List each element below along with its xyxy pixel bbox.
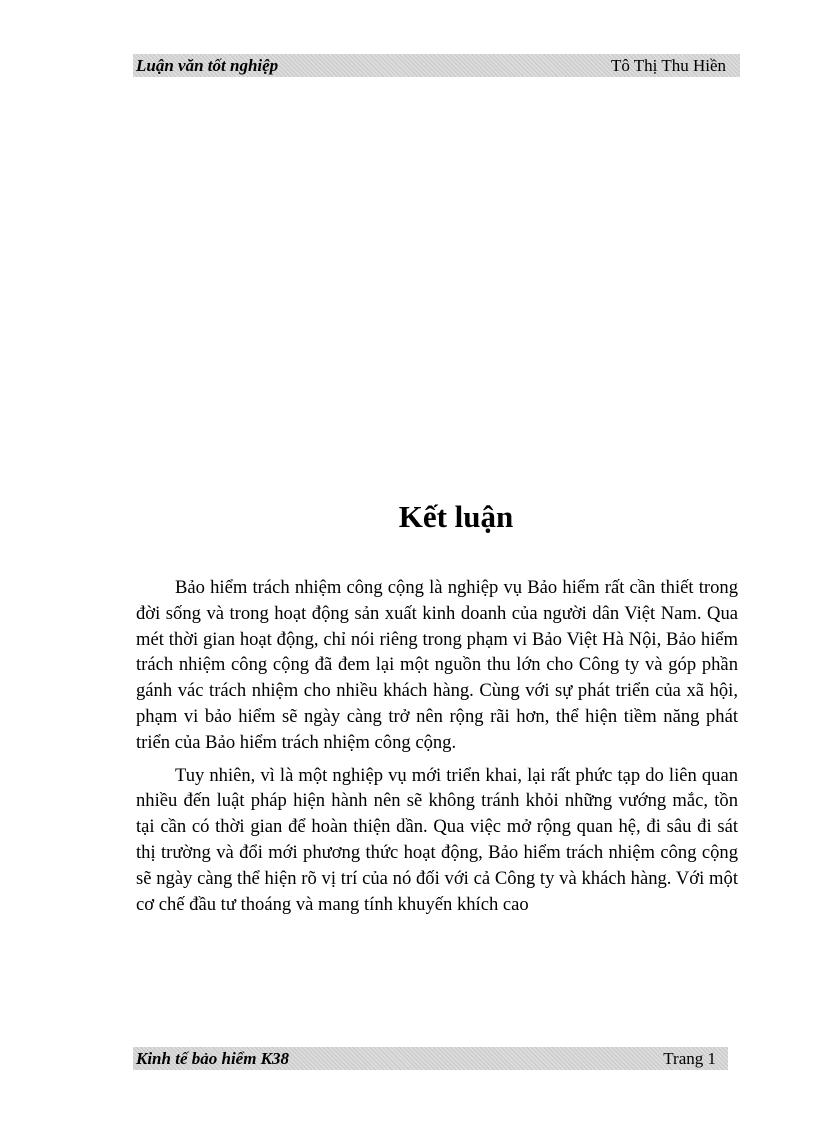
header-author: Tô Thị Thu Hiền bbox=[610, 55, 726, 75]
header-document-type: Luận văn tốt nghiệp bbox=[136, 55, 279, 75]
section-title: Kết luận bbox=[398, 499, 514, 534]
paragraph-2: Tuy nhiên, vì là một nghiệp vụ mới triển khai, lại rất phức tạp do liên quan nhiều đến luật pháp hiện hành nên sẽ không tránh khỏi những vướng mắc, tồn tại cần có thời gian để hoàn thiện dần. Qua việc mở rộng quan hệ, đi sâu đi sát thị trường và đổi mới phương thức hoạt động, Bảo hiểm trách nhiệm công cộng sẽ ngày càng thể hiện rõ vị trí của nó đối với cả Công ty và khách hàng. Với một cơ chế đầu tư thoáng và mang tính khuyến khích cao bbox=[136, 764, 738, 915]
body-text bbox=[136, 575, 738, 924]
footer-page-number: Trang 1 bbox=[663, 1048, 716, 1068]
footer-course: Kinh tế bảo hiểm K38 bbox=[136, 1048, 290, 1068]
page-footer bbox=[133, 1047, 728, 1070]
page-header bbox=[133, 54, 740, 77]
paragraph-1: Bảo hiểm trách nhiệm công cộng là nghiệp vụ Bảo hiểm rất cần thiết trong đời sống và trong hoạt động sản xuất kinh doanh của người dân Việt Nam. Qua mét thời gian hoạt động, chỉ nói riêng trong phạm vi Bảo Việt Hà Nội, Bảo hiểm trách nhiệm công cộng đã đem lại một nguồn thu lớn cho Công ty và góp phần gánh vác trách nhiệm cho nhiều khách hàng. Cùng với sự phát triển của xã hội, phạm vi bảo hiểm sẽ ngày càng trở nên rộng rãi hơn, thể hiện tiềm năng phát triển của Bảo hiểm trách nhiệm công cộng. bbox=[136, 577, 738, 753]
